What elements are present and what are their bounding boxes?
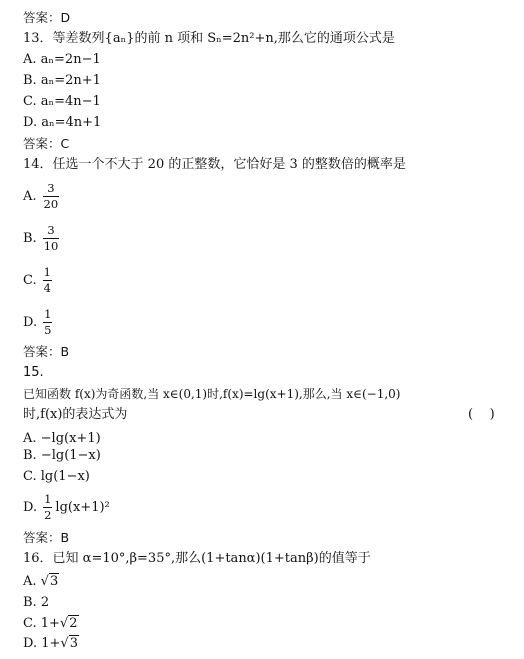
answer-14: 答案：B <box>23 344 70 359</box>
question-14-option-c <box>23 266 52 295</box>
sqrt-symbol: √2 <box>59 616 78 631</box>
option-prefix: 1+ <box>41 636 61 651</box>
question-13-option-a: A. aₙ=2n−1 <box>23 52 101 67</box>
question-16-stem: 16．已知 α=10°,β=35°,那么(1+tanα)(1+tanβ)的值等于 <box>23 551 371 566</box>
fraction <box>43 308 52 337</box>
question-14-option-a <box>23 182 59 211</box>
fraction <box>43 182 60 211</box>
question-15-option-c: C. lg(1−x) <box>23 469 90 484</box>
option-label: D. <box>23 314 38 330</box>
question-13-option-c: C. aₙ=4n−1 <box>23 94 101 109</box>
question-15-option-a: A. −lg(x+1) <box>23 431 101 446</box>
option-prefix: 1+ <box>40 616 60 631</box>
option-label: D. <box>23 636 42 651</box>
option-label: D. <box>23 499 38 515</box>
fraction-numerator: 1 <box>43 265 51 279</box>
fraction-denominator: 10 <box>43 239 59 253</box>
fraction <box>43 266 52 295</box>
fraction-numerator: 1 <box>44 307 52 321</box>
fraction-numerator: 3 <box>47 223 55 237</box>
option-label: C. <box>23 272 37 288</box>
sqrt-symbol: √3 <box>40 574 59 589</box>
question-14-option-b <box>23 224 59 253</box>
question-13-option-b: B. aₙ=2n+1 <box>23 73 101 88</box>
option-label: B. <box>23 230 37 246</box>
option-label: A. <box>23 188 37 204</box>
fraction-numerator: 3 <box>47 181 55 195</box>
question-14-stem: 14．任选一个不大于 20 的正整数，它恰好是 3 的整数倍的概率是 <box>23 157 406 172</box>
sqrt-radicand: 3 <box>49 574 59 589</box>
question-14-option-d <box>23 308 52 337</box>
option-expression: lg(x+1)² <box>55 499 110 515</box>
answer-13: 答案：C <box>23 136 70 151</box>
fraction-denominator: 5 <box>44 323 52 337</box>
fraction-denominator: 2 <box>44 508 52 522</box>
question-15-stem-line1: 已知函数 f(x)为奇函数,当 x∈(0,1)时,f(x)=lg(x+1),那么,当 x∈(−1,0) <box>23 387 401 401</box>
question-15-number: 15. <box>23 365 44 380</box>
option-label: A. <box>23 574 41 589</box>
fraction-denominator: 4 <box>43 281 51 295</box>
question-15-option-d <box>23 493 110 522</box>
fraction-denominator: 20 <box>43 197 59 211</box>
question-13-option-d: D. aₙ=4n+1 <box>23 115 102 130</box>
question-16-option-a <box>23 574 59 590</box>
question-16-option-c <box>23 616 79 632</box>
question-15-stem-line2-row <box>23 407 503 423</box>
fraction <box>43 493 52 522</box>
question-15-option-b: B. −lg(1−x) <box>23 448 101 463</box>
question-16-option-b: B. 2 <box>23 595 50 610</box>
answer-12: 答案：D <box>23 10 71 25</box>
answer-blank-paren: ( ) <box>468 407 495 422</box>
sqrt-radicand: 3 <box>69 636 78 651</box>
sqrt-symbol: √3 <box>60 636 78 651</box>
answer-15: 答案：B <box>23 530 70 545</box>
option-label: C. <box>23 616 41 631</box>
fraction <box>43 224 60 253</box>
question-15-stem-line2: 时,f(x)的表达式为 <box>23 407 128 422</box>
question-16-option-d <box>23 636 79 652</box>
question-13-stem: 13．等差数列{aₙ}的前 n 项和 Sₙ=2n²+n,那么它的通项公式是 <box>23 31 395 46</box>
sqrt-radicand: 2 <box>69 616 78 631</box>
fraction-numerator: 1 <box>44 492 52 506</box>
